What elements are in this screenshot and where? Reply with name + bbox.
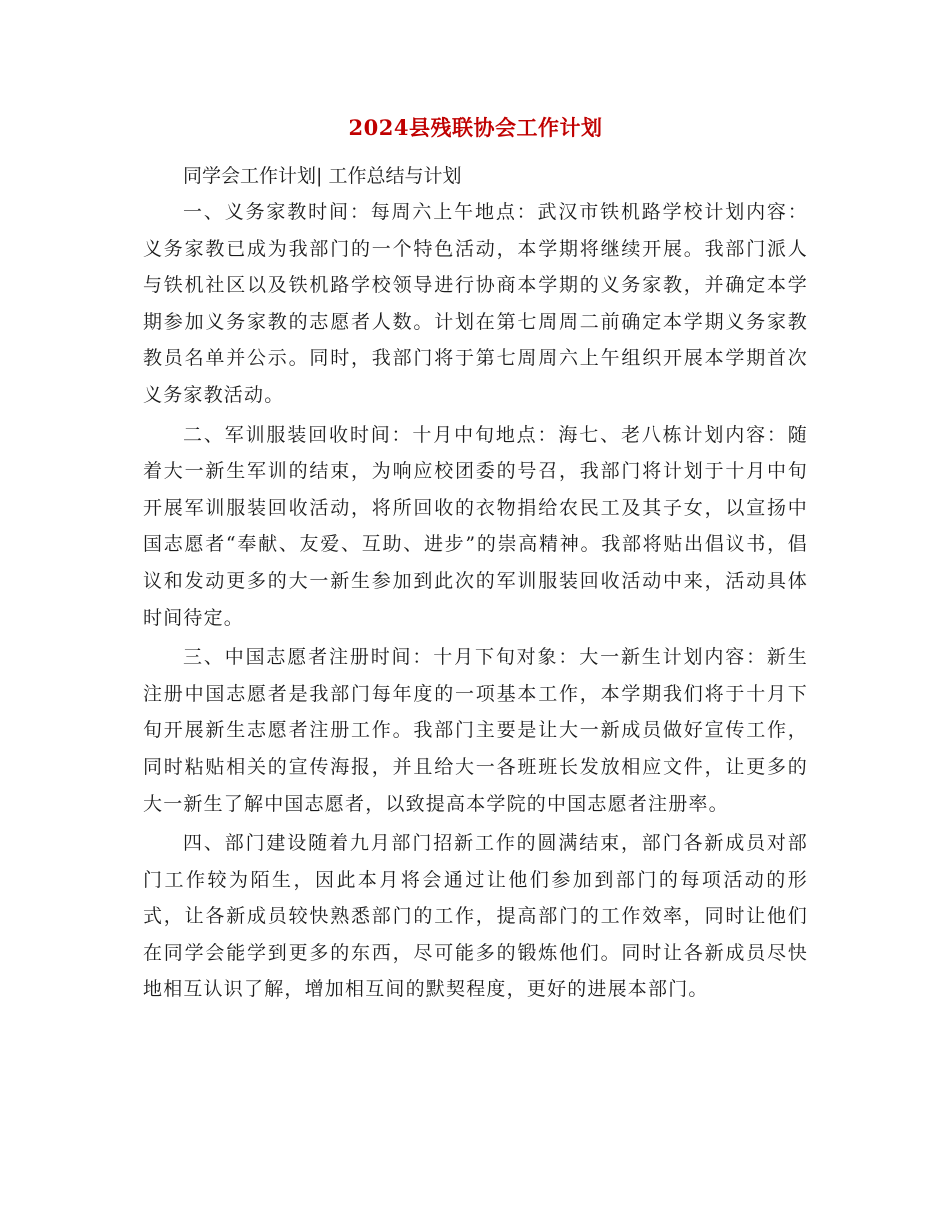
paragraph-volunteer-tutoring: 一、义务家教时间：每周六上午地点：武汉市铁机路学校计划内容：义务家教已成为我部门的一个特色活动，本学期将继续开展。我部门派人与铁机社区以及铁机路学校领导进行协商本学期的义务家教，并确定本学期参加义务家教的志愿者人数。计划在第七周周二前确定本学期义务家教教员名单并公示。同时，我部门将于第七周周六上午组织开展本学期首次义务家教活动。 [143,201,808,406]
paragraph-department-building: 四、部门建设随着九月部门招新工作的圆满结束，部门各新成员对部门工作较为陌生，因此本月将会通过让他们参加到部门的每项活动的形式，让各新成员较快熟悉部门的工作，提高部门的工作效率，同时让他们在同学会能学到更多的东西，尽可能多的锻炼他们。同时让各新成员尽快地相互认识了解，增加相互间的默契程度，更好的进展本部门。 [143,832,808,1001]
document-page [143,112,808,1008]
document-subtitle: 同学会工作计划| 工作总结与计划 [183,165,462,187]
paragraph-uniform-recycling: 二、军训服装回收时间：十月中旬地点：海七、老八栋计划内容：随着大一新生军训的结束，为响应校团委的号召，我部门将计划于十月中旬开展军训服装回收活动，将所回收的衣物捐给农民工及其子女，以宣扬中国志愿者“奉献、友爱、互助、进步”的崇高精神。我部将贴出倡议书，倡议和发动更多的大一新生参加到此次的军训服装回收活动中来，活动具体时间待定。 [143,423,808,629]
paragraph-volunteer-registration: 三、中国志愿者注册时间：十月下旬对象：大一新生计划内容：新生注册中国志愿者是我部门每年度的一项基本工作，本学期我们将于十月下旬开展新生志愿者注册工作。我部门主要是让大一新成员做好宣传工作，同时粘贴相关的宣传海报，并且给大一各班班长发放相应文件，让更多的大一新生了解中国志愿者，以致提高本学院的中国志愿者注册率。 [143,646,808,815]
document-title: 2024县残联协会工作计划 [348,115,603,140]
